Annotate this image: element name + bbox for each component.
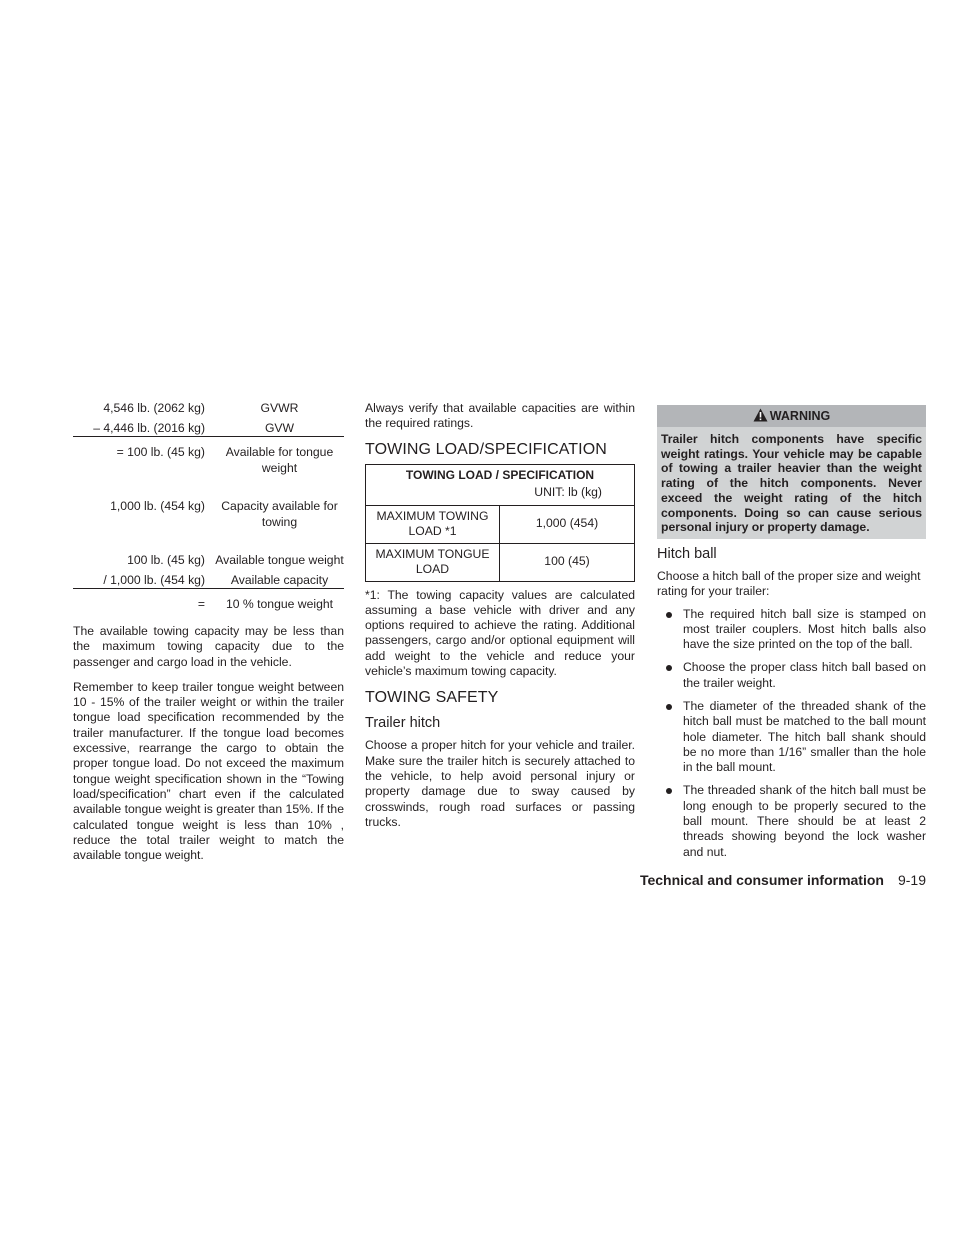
trailer-hitch-paragraph: Choose a proper hitch for your vehicle and trailer. Make sure the trailer hitch is securely attached to the vehicle, to help avoid personal injury or property damage due to sway caused by crosswinds, rough road surfaces or passing trucks. (365, 738, 635, 829)
calc-row (73, 437, 344, 477)
tongue-weight-paragraph: Remember to keep trailer tongue weight between 10 - 15% of the trailer weight or within the trailer tongue load specification recommended by the trailer manufacturer. If the tongue load becomes excessive, rearrange the cargo to obtain the proper tongue load. Do not exceed the maximum tongue weight specification shown in the “Towing load/specification” chart even if the calculated available tongue weight is greater than 15%. If the calculated tongue weight is less than 10% , reduce the total trailer weight to match the available tongue weight. (73, 679, 344, 863)
calc-label: Available capacity (209, 568, 344, 589)
calc-value: / 1,000 lb. (454 kg) (73, 568, 209, 589)
hitch-ball-intro: Choose a hitch ball of the proper size and weight rating for your trailer: (657, 568, 921, 599)
page-footer (640, 872, 926, 889)
calc-label: GVW (209, 416, 344, 437)
table-title: TOWING LOAD / SPECIFICATION (366, 464, 635, 483)
column-right (657, 405, 926, 868)
calc-row (73, 416, 344, 437)
towing-capacity-paragraph: The available towing capacity may be less than the maximum towing capacity due to the passenger and cargo load in the vehicle. (73, 624, 344, 669)
list-item: Choose the proper class hitch ball based on the trailer weight. (657, 660, 926, 691)
hitch-ball-list (657, 607, 926, 860)
subheading-trailer-hitch: Trailer hitch (365, 715, 441, 732)
heading-towing-safety: TOWING SAFETY (365, 689, 499, 707)
table-row-label: MAXIMUM TOWING LOAD *1 (366, 505, 500, 543)
calc-label: Capacity available for towing (221, 499, 338, 529)
table-row (366, 505, 635, 543)
verify-paragraph: Always verify that available capacities are within the required ratings. (365, 401, 635, 431)
table-row (366, 543, 635, 581)
list-item: The threaded shank of the hitch ball must be long enough to be properly secured to the ball mount. There should be at least 2 threads showing beyond the lock washer and nut. (657, 783, 926, 859)
warning-triangle-icon (753, 407, 768, 429)
bullet-icon (666, 665, 672, 671)
calc-value: 1,000 lb. (454 kg) (110, 499, 205, 513)
calc-row (73, 568, 344, 589)
calc-label: Available for tongue weight (225, 445, 334, 475)
calc-row (73, 400, 344, 416)
list-item: The required hitch ball size is stamped on most trailer couplers. Most hitch balls also have the size printed on the top of the ball. (657, 607, 926, 653)
warning-text: Trailer hitch components have specific weight ratings. Your vehicle may be capable of towing a trailer heavier than the weight rating of the hitch components. Never exceed the weight rating of the hitch components. Doing so can cause serious personal injury or property damage. (661, 432, 922, 535)
calc-label: Available tongue weight (215, 553, 344, 567)
calc-value: = (197, 597, 205, 611)
section-title: Technical and consumer information (639, 872, 884, 888)
table-row-value: 1,000 (454) (500, 505, 635, 543)
calc-value: – 4,446 lb. (2016 kg) (73, 416, 209, 437)
page-number: 9-19 (897, 872, 926, 888)
column-left (73, 400, 344, 863)
heading-towing-load-specification: TOWING LOAD/SPECIFICATION (365, 440, 607, 458)
calc-value: 4,546 lb. (2062 kg) (103, 401, 205, 415)
bullet-icon (666, 612, 672, 618)
calc-label: 10 % tongue weight (225, 597, 334, 611)
list-item: The diameter of the threaded shank of the hitch ball must be matched to the ball mount hole diameter. The hitch ball shank should be no more than 1/16” smaller than the hole in the ball mount. (657, 699, 926, 775)
table-row-label: MAXIMUM TONGUE LOAD (366, 543, 500, 581)
bullet-icon (666, 704, 672, 710)
tongue-weight-calculation (73, 400, 344, 612)
column-middle (365, 400, 635, 830)
calc-label: GVWR (260, 401, 299, 415)
towing-load-table (365, 464, 635, 582)
calc-row (73, 589, 344, 613)
table-row-value: 100 (45) (500, 543, 635, 581)
calc-value: = 100 lb. (45 kg) (116, 445, 205, 459)
warning-box (657, 405, 926, 539)
calc-value: 100 lb. (45 kg) (127, 553, 205, 567)
calc-row (73, 476, 344, 530)
table-unit: UNIT: lb (kg) (366, 483, 635, 505)
warning-title: WARNING (769, 409, 831, 423)
footnote-paragraph: *1: The towing capacity values are calculated assuming a base vehicle with driver and any options required to achieve the rating. Additional passengers, cargo and/or optional equipment will add weight to the vehicle and reduce your vehicle’s maximum towing capacity. (365, 587, 635, 679)
bullet-icon (666, 788, 672, 794)
calc-row (73, 530, 344, 568)
warning-header (657, 405, 926, 427)
subheading-hitch-ball: Hitch ball (657, 545, 717, 562)
